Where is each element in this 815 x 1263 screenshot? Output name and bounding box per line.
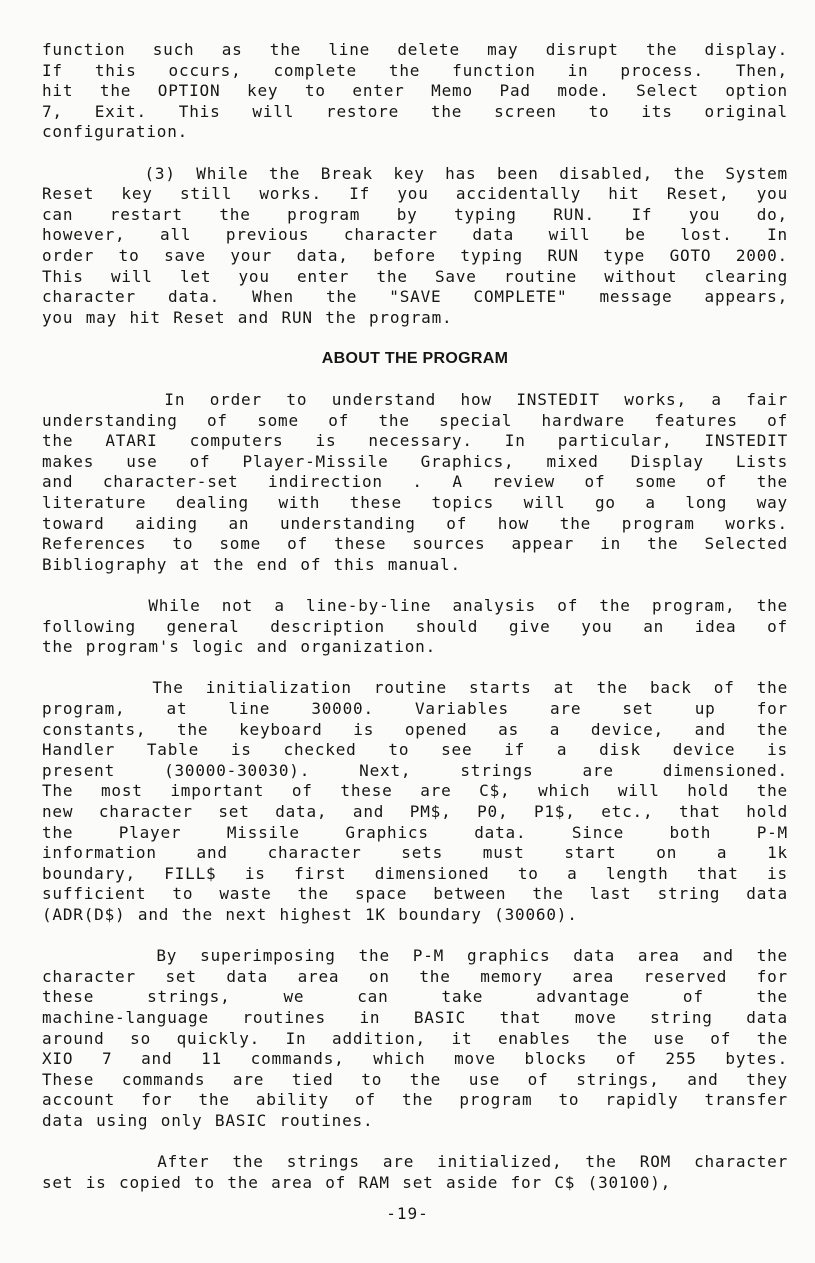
text-line: new character set data, and PM$, P0, P1$, etc., that hold: [42, 801, 788, 821]
spacer: [42, 328, 788, 349]
text-line: following general description should give you an idea of: [42, 616, 788, 636]
text-line: boundary, FILL$ is first dimensioned to a length that is: [42, 863, 788, 883]
text-line: The most important of these are C$, which will hold the: [42, 781, 788, 801]
text-line: After the strings are initialized, the ROM character: [42, 1152, 788, 1172]
paragraph: [42, 678, 788, 925]
paragraph: [42, 40, 788, 143]
text-line: machine-language routines in BASIC that move string data: [42, 1007, 788, 1027]
text-line: account for the ability of the program to rapidly transfer: [42, 1090, 788, 1110]
paragraph: [42, 946, 788, 1131]
text-line: data using only BASIC routines.: [42, 1110, 374, 1130]
text-line: however, all previous character data will be lost. In: [42, 225, 788, 245]
text-line: literature dealing with these topics will go a long way: [42, 493, 788, 513]
text-line: understanding of some of the special hardware features of: [42, 410, 788, 430]
text-line: Bibliography at the end of this manual.: [42, 554, 461, 574]
text-line: these strings, we can take advantage of the: [42, 987, 788, 1007]
text-line: hit the OPTION key to enter Memo Pad mode. Select option: [42, 81, 788, 101]
text-line: By superimposing the P-M graphics data area and the: [42, 946, 788, 966]
text-line: set is copied to the area of RAM set aside for C$ (30100),: [42, 1172, 672, 1192]
paragraph-gap: [42, 926, 788, 947]
text-line: (3) While the Break key has been disabled, the System: [42, 163, 788, 183]
body-paragraphs: [42, 390, 788, 1193]
text-line: can restart the program by typing RUN. If you do,: [42, 204, 788, 224]
paragraph-gap: [42, 143, 788, 164]
text-line: program, at line 30000. Variables are set up for: [42, 699, 788, 718]
text-line: constants, the keyboard is opened as a device, and the: [42, 719, 788, 739]
text-line: character set data area on the memory area reserved for: [42, 966, 788, 986]
text-line: you may hit Reset and RUN the program.: [42, 307, 453, 327]
page-body: [42, 40, 788, 1193]
paragraph-gap: [42, 575, 788, 596]
paragraph: [42, 596, 788, 658]
text-line: XIO 7 and 11 commands, which move blocks of 255 bytes.: [42, 1049, 788, 1069]
text-line: These commands are tied to the use of strings, and they: [42, 1069, 788, 1089]
text-line: makes use of Player-Missile Graphics, mixed Display Lists: [42, 451, 788, 471]
text-line: and character-set indirection . A review of some of the: [42, 472, 788, 492]
text-line: sufficient to waste the space between the last string data: [42, 884, 788, 904]
text-line: character data. When the "SAVE COMPLETE" message appears,: [42, 287, 788, 307]
section-heading: ABOUT THE PROGRAM: [321, 349, 509, 367]
text-line: the Player Missile Graphics data. Since both P-M: [42, 822, 788, 842]
top-paragraphs: [42, 40, 788, 328]
text-line: Handler Table is checked to see if a disk device is: [42, 740, 788, 760]
text-line: the ATARI computers is necessary. In particular, INSTEDIT: [42, 431, 788, 451]
text-line: 7, Exit. This will restore the screen to its original: [42, 101, 788, 121]
text-line: Reset key still works. If you accidentally hit Reset, you: [42, 184, 788, 204]
text-line: In order to understand how INSTEDIT works, a fair: [42, 390, 788, 410]
text-line: If this occurs, complete the function in process. Then,: [42, 60, 788, 80]
text-line: The initialization routine starts at the back of the: [42, 678, 788, 698]
text-line: function such as the line delete may disrupt the display.: [42, 40, 788, 59]
text-line: the program's logic and organization.: [42, 637, 437, 657]
paragraph-gap: [42, 1131, 788, 1152]
text-line: order to save your data, before typing RUN type GOTO 2000.: [42, 245, 788, 265]
text-line: (ADR(D$) and the next highest 1K boundary (30060).: [42, 904, 578, 924]
text-line: configuration.: [42, 122, 189, 142]
paragraph-gap: [42, 658, 788, 679]
text-line: information and character sets must start on a 1k: [42, 843, 788, 863]
text-line: around so quickly. In addition, it enables the use of the: [42, 1028, 788, 1048]
spacer: [42, 370, 788, 391]
text-line: References to some of these sources appear in the Selected: [42, 534, 788, 554]
paragraph: [42, 1152, 788, 1193]
paragraph: [42, 164, 788, 329]
text-line: This will let you enter the Save routine without clearing: [42, 266, 788, 286]
text-line: While not a line-by-line analysis of the program, the: [42, 596, 788, 616]
page-number: -19-: [386, 1204, 429, 1223]
text-line: present (30000-30030). Next, strings are dimensioned.: [42, 760, 788, 780]
text-line: toward aiding an understanding of how the program works.: [42, 513, 788, 533]
paragraph: [42, 390, 788, 575]
